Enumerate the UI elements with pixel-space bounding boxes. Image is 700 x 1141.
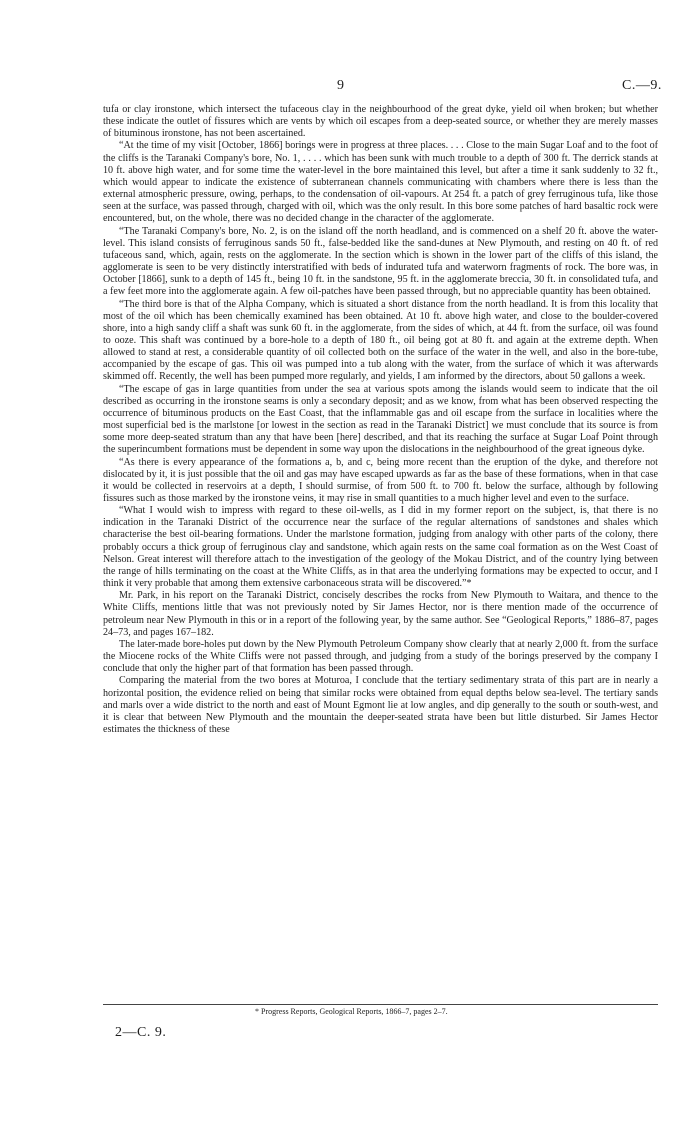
paragraph: “The third bore is that of the Alpha Company, which is situated a short distance from the north headland. It is from this locality that most of the oil which has been chemically examined has been obtained. At 10 ft. above high water, and close to the boulder-covered shore, into a high sandy cliff a shaft was sunk 60 ft. in the agglomerate, from the sides of which, at 44 ft. from the surface, oil was found to ooze. This shaft was continued by a bore-hole to a depth of 180 ft., oil being got at 80 ft. and again at the extreme depth. When allowed to stand at rest, a considerable quantity of oil collected both on the surface of the water in the well, and also in the bore-tube, accompanied by the escape of gas. This oil was pumped into a tub along with the water, from the surface of which it was afterwards skimmed off. Recently, the well has been pumped more regularly, and yields, I am informed by the directors, about 50 gallons a week. (103, 298, 658, 383)
paragraph: Mr. Park, in his report on the Taranaki District, concisely describes the rocks from New Plymouth to Waitara, and thence to the White Cliffs, mentions little that was not previously noted by Sir James Hector, nor is there mention made of the occurrence of petroleum near New Plymouth in this or in a report of the following year, by the same author. See “Geological Reports,” 1886–87, pages 24–73, and pages 167–182. (103, 590, 658, 638)
document-code: C.—9. (622, 78, 662, 93)
paragraph: “The Taranaki Company's bore, No. 2, is on the island off the north headland, and is commenced on a shelf 20 ft. above the water-level. This island consists of ferruginous sands 50 ft., false-bedded like the sand-dunes at New Plymouth, and resting on 40 ft. of red tufaceous sand, which, again, rests on the agglomerate. In the section which is shown in the lower part of the cliffs of this island, the agglomerate is seen to be very distinctly interstratified with beds of indurated tufa and waterworn fragments of rock. The bore was, in October [1866], sunk to a depth of 145 ft., being 10 ft. in the sandstone, 95 ft. in the agglomerate breccia, 30 ft. in consolidated tufa, and a few feet more into the agglomerate again. A few oil-patches have been passed through, but no appreciable quantity has been obtained. (103, 225, 658, 298)
paragraph: “As there is every appearance of the formations a, b, and c, being more recent than the eruption of the dyke, and therefore not dislocated by it, it is just possible that the oil and gas may have escaped upwards as far as the base of these formations, when in that case it would be collected in reservoirs at a depth, I should surmise, of from 500 ft. to 700 ft. below the surface, although by following fissures such as those marked by the ironstone veins, it may rise in small quantities to a much higher level and even to the surface. (103, 456, 658, 504)
body-text (103, 104, 658, 736)
footnote-divider (103, 1004, 658, 1005)
page-number: 9 (337, 78, 344, 93)
footnote: * Progress Reports, Geological Reports, 1866–7, pages 2–7. (255, 1007, 448, 1016)
paragraph: “What I would wish to impress with regard to these oil-wells, as I did in my former report on the subject, is, that there is no indication in the Taranaki District of the occurrence near the surface of the regular alternations of sandstones and shales which characterise the best oil-bearing formations. Under the marlstone formation, judging from analogy with other parts of the colony, there probably occurs a thick group of ferruginous clay and sandstone, which again rests on the same coal formation as on the West Coast of Nelson. Great interest will therefore attach to the investigation of the geology of the Mokau District, and of the country lying between the range of hills terminating on the coast at the White Cliffs, as in that area the underlying formations may be expected to occur, and I think it very probable that among them extensive carbonaceous strata will be discovered.”* (103, 505, 658, 590)
paragraph: “The escape of gas in large quantities from under the sea at various spots among the islands would seem to indicate that the oil described as occurring in the ironstone seams is only a secondary deposit; and as we know, from what has been observed respecting the occurrence of bituminous products on the East Coast, that the inflammable gas and oil escape from the surface in localities where the most superficial bed is the marlstone [or lowest in the section as read in the Taranaki District] we must conclude that its source is from some more deep-seated stratum than any that have been [here] described, and that its reaching the surface at Sugar Loaf Point through the superincumbent formations must be dependent in some way upon the dislocations in the neighbourhood of the great igneous dyke. (103, 383, 658, 456)
paragraph: “At the time of my visit [October, 1866] borings were in progress at three places. . . . Close to the main Sugar Loaf and to the foot of the cliffs is the Taranaki Company's bore, No. 1, . . . . which has been sunk with much trouble to a depth of 300 ft. The derrick stands at 10 ft. above high water, and for some time the water-level in the bore maintained this level, but after a time it sank suddenly to 32 ft., which would appear to indicate the existence of subterranean channels communicating with chambers where there is less than the external atmospheric pressure, owing, perhaps, to the condensation of oil-vapours. At 254 ft. a patch of grey ferruginous tufa, like those seen at the surface, was passed through, charged with oil, which was the only result. In this bore some patches of hard basaltic rock were encountered, but, on the whole, there was no decided change in the character of the agglomerate. (103, 140, 658, 225)
paragraph: Comparing the material from the two bores at Moturoa, I conclude that the tertiary sedimentary strata of this part are in nearly a horizontal position, the evidence relied on being that similar rocks were obtained from equal depths below sea-level. The tertiary sands and marls over a wide district to the north and east of Mount Egmont lie at low angles, and dip generally to the south or south-west, and it is clear that between New Plymouth and the mountain the deeper-seated strata have been but little disturbed. Sir James Hector estimates the thickness of these (103, 675, 658, 735)
signature-mark: 2—C. 9. (115, 1025, 167, 1040)
paragraph: tufa or clay ironstone, which intersect the tufaceous clay in the neighbourhood of the great dyke, yield oil when broken; but whether these indicate the outlet of fissures which are vents by which oil escapes from a deep-seated source, or whether they are merely masses of bituminous ironstone, has not been ascertained. (103, 104, 658, 140)
paragraph: The later-made bore-holes put down by the New Plymouth Petroleum Company show clearly that at nearly 2,000 ft. from the surface the Miocene rocks of the White Cliffs were not passed through, and judging from a study of the borings preserved by the company I conclude that only the higher part of that formation has been passed through. (103, 638, 658, 675)
